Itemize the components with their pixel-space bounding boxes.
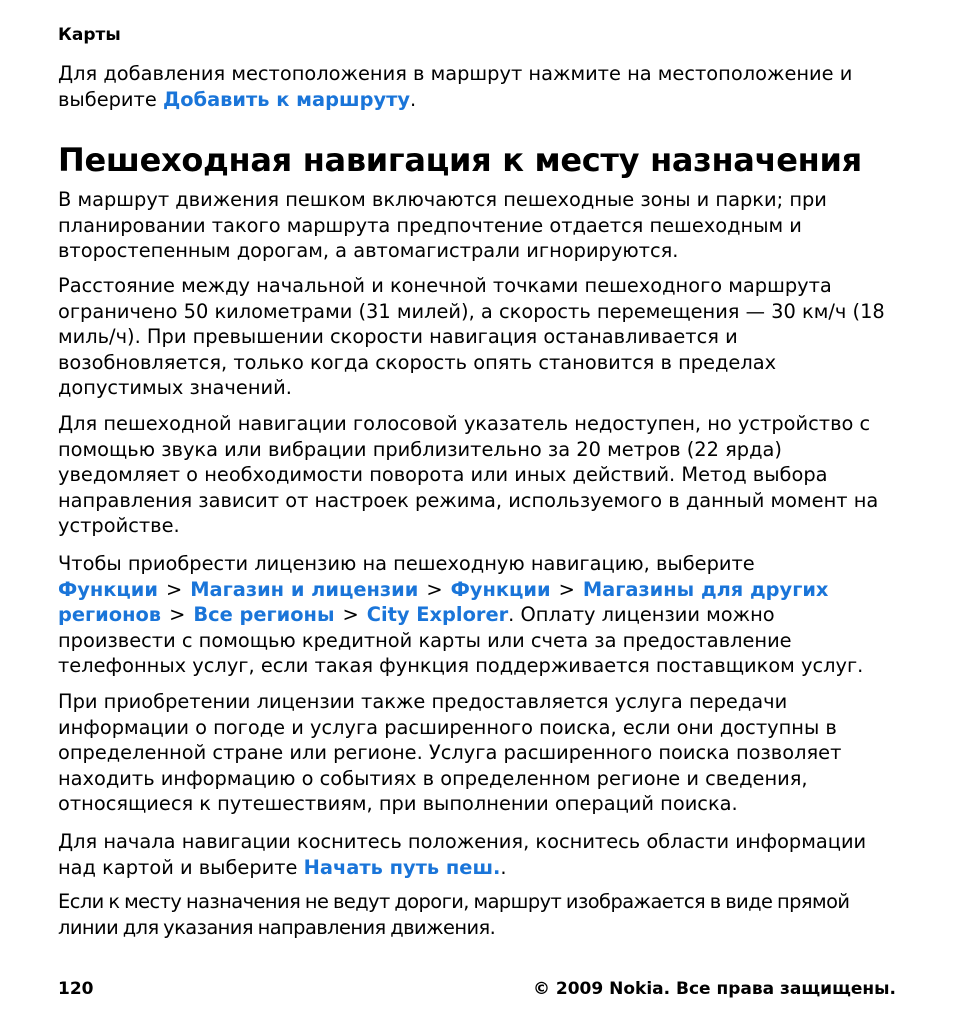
paragraph-no-roads: Если к месту назначения не ведут дороги, маршрут изображается в виде прямой линии для указания направления движения.: [58, 890, 850, 939]
intro-paragraph: Для добавления местоположения в маршрут нажмите на местоположение и выберите Добавить к маршруту.: [58, 62, 853, 111]
section-heading: Пешеходная навигация к месту назначения: [58, 141, 862, 179]
intro-text: Для добавления местоположения в маршрут нажмите на местоположение и выберите: [58, 62, 853, 111]
page-number: 120: [58, 979, 94, 999]
paragraph-walking-route: В маршрут движения пешком включаются пешеходные зоны и парки; при планировании такого маршрута предпочтение отдается пешеходным и второстепенным дорогам, а автомагистрали игнорируются.: [58, 188, 827, 263]
paragraph-start-navigation: Для начала навигации коснитесь положения, коснитесь области информации над картой и выберите Начать путь пеш..: [58, 830, 867, 879]
menu-path-city-explorer[interactable]: City Explorer: [366, 603, 509, 627]
running-header: Карты: [58, 25, 121, 45]
menu-path-store-and-licenses[interactable]: Магазин и лицензии: [190, 577, 419, 601]
path-separator: >: [426, 577, 443, 601]
menu-path-all-regions[interactable]: Все регионы: [193, 603, 335, 627]
paragraph-license-services: При приобретении лицензии также предоставляется услуга передачи информации о погоде и услуга расширенного поиска, если они доступны в определенной стране или регионе. Услуга расширенного поиска позволяет находить информацию о событиях в определенном регионе и сведения, относящиеся к путешествиям, при выполнении операций поиска.: [58, 690, 842, 816]
menu-path-functions[interactable]: Функции: [58, 577, 158, 601]
paragraph-license-purchase: Чтобы приобрести лицензию на пешеходную навигацию, выберите Функции > Магазин и лицензии > Функции > Магазины для других регионов > Все регионы > City Explorer. Оплату лицензии можно произвести с помощью кредитной карты или счета за предоставление телефонных услуг, если такая функция поддерживается поставщиком услуг.: [58, 552, 864, 678]
path-separator: >: [342, 603, 359, 627]
path-separator: >: [558, 577, 575, 601]
manual-page: [58, 0, 898, 1036]
menu-path-other-region-stores[interactable]: Магазины для других регионов: [58, 577, 829, 627]
path-separator: >: [169, 603, 186, 627]
add-to-route-link[interactable]: Добавить к маршруту: [162, 87, 410, 111]
menu-path-functions-2[interactable]: Функции: [450, 577, 551, 601]
path-separator: >: [165, 577, 183, 601]
paragraph-distance-limit: Расстояние между начальной и конечной точками пешеходного маршрута ограничено 50 километрами (31 милей), а скорость перемещения — 30 км/ч (18 миль/ч). При превышении скорости навигация останавливается и возобновляется, только когда скорость опять становится в пределах допустимых значений.: [58, 274, 885, 400]
copyright-notice: © 2009 Nokia. Все права защищены.: [532, 979, 896, 999]
paragraph-voice-guidance: Для пешеходной навигации голосовой указатель недоступен, но устройство с помощью звука или вибрации приблизительно за 20 метров (22 ярда) уведомляет о необходимости поворота или иных действий. Метод выбора направления зависит от настроек режима, используемого в данный момент на устройстве.: [58, 412, 879, 538]
start-walk-link[interactable]: Начать путь пеш.: [303, 855, 501, 879]
